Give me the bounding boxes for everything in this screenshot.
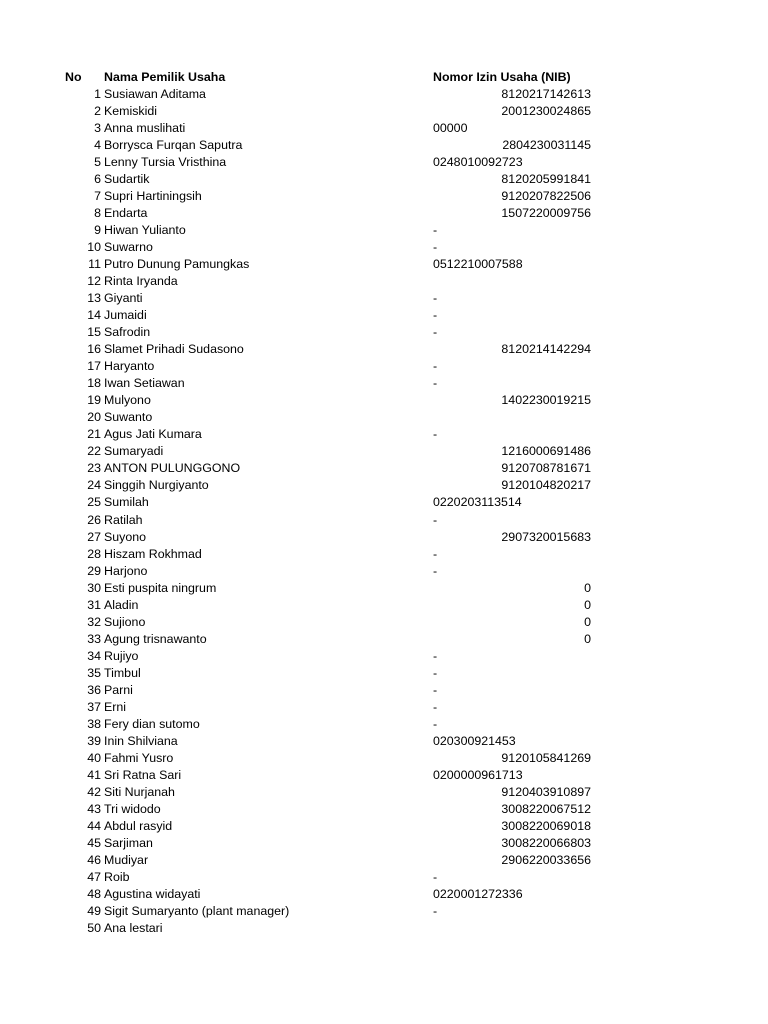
nib-number: 1507220009756 bbox=[501, 206, 591, 221]
nib-number: - bbox=[433, 325, 438, 340]
owner-name: Agung trisnawanto bbox=[104, 631, 207, 646]
table-row bbox=[0, 529, 768, 546]
header-row bbox=[0, 69, 768, 86]
row-number: 2 bbox=[94, 104, 101, 119]
row-number: 32 bbox=[87, 614, 101, 629]
owner-name: Ratilah bbox=[104, 512, 143, 527]
table-row bbox=[0, 494, 768, 511]
nib-number: 9120105841269 bbox=[501, 750, 591, 765]
table-row bbox=[0, 784, 768, 801]
row-number: 49 bbox=[87, 903, 101, 918]
row-number: 36 bbox=[87, 682, 101, 697]
owner-name: Fahmi Yusro bbox=[104, 750, 174, 765]
owner-name: Susiawan Aditama bbox=[104, 87, 206, 101]
row-number: 50 bbox=[87, 920, 101, 935]
row-number: 20 bbox=[87, 410, 101, 425]
owner-name: Supri Hartiningsih bbox=[104, 189, 202, 204]
owner-name: Rujiyo bbox=[104, 648, 139, 663]
column-header-name: Nama Pemilik Usaha bbox=[104, 70, 226, 84]
row-number: 28 bbox=[87, 546, 101, 561]
owner-name: Mulyono bbox=[104, 393, 151, 408]
nib-number: - bbox=[433, 240, 438, 255]
nib-number: 0 bbox=[584, 614, 591, 629]
owner-name: Kemiskidi bbox=[104, 104, 158, 119]
row-number: 29 bbox=[87, 563, 101, 578]
row-number: 7 bbox=[94, 189, 101, 204]
nib-number: 0220001272336 bbox=[433, 886, 523, 901]
nib-number: 0 bbox=[584, 597, 591, 612]
row-number: 10 bbox=[87, 240, 101, 255]
nib-number: - bbox=[433, 308, 438, 323]
row-number: 44 bbox=[87, 818, 101, 833]
table-row bbox=[0, 648, 768, 665]
table-row bbox=[0, 256, 768, 273]
table-row bbox=[0, 375, 768, 392]
table-row bbox=[0, 290, 768, 307]
table-row bbox=[0, 460, 768, 477]
table-row bbox=[0, 137, 768, 154]
owner-name: Abdul rasyid bbox=[104, 818, 173, 833]
table-row bbox=[0, 920, 768, 937]
row-number: 27 bbox=[87, 529, 101, 544]
owner-name: Rinta Iryanda bbox=[104, 274, 178, 289]
row-number: 39 bbox=[87, 733, 101, 748]
table-row bbox=[0, 409, 768, 426]
table-row bbox=[0, 665, 768, 682]
owner-name: Mudiyar bbox=[104, 852, 149, 867]
row-number: 11 bbox=[88, 257, 101, 272]
row-number: 35 bbox=[87, 665, 101, 680]
row-number: 5 bbox=[94, 155, 101, 170]
owner-name: Hiszam Rokhmad bbox=[104, 546, 202, 561]
owner-name: Sri Ratna Sari bbox=[104, 767, 182, 782]
row-number: 4 bbox=[94, 138, 101, 153]
nib-number: 9120207822506 bbox=[501, 189, 591, 204]
row-number: 43 bbox=[87, 801, 101, 816]
table-row bbox=[0, 716, 768, 733]
row-number: 47 bbox=[87, 869, 101, 884]
table-row bbox=[0, 801, 768, 818]
table-row bbox=[0, 563, 768, 580]
nib-number: - bbox=[433, 665, 438, 680]
nib-number: - bbox=[433, 427, 438, 442]
owner-name: Roib bbox=[104, 869, 130, 884]
owner-name: Slamet Prihadi Sudasono bbox=[104, 342, 244, 357]
nib-number: 2804230031145 bbox=[502, 138, 591, 153]
row-number: 34 bbox=[87, 648, 101, 663]
row-number: 41 bbox=[87, 767, 101, 782]
owner-name: Tri widodo bbox=[104, 801, 161, 816]
table-row bbox=[0, 222, 768, 239]
owner-name: Hiwan Yulianto bbox=[104, 223, 186, 238]
owner-name: Sumaryadi bbox=[104, 444, 164, 459]
row-number: 16 bbox=[87, 342, 101, 357]
row-number: 12 bbox=[87, 274, 101, 289]
owner-name: Sudartik bbox=[104, 172, 150, 187]
row-number: 31 bbox=[87, 597, 101, 612]
nib-number: - bbox=[433, 376, 438, 391]
nib-number: - bbox=[433, 869, 438, 884]
table-row bbox=[0, 546, 768, 563]
table-row bbox=[0, 767, 768, 784]
table-row bbox=[0, 103, 768, 120]
row-number: 21 bbox=[87, 427, 101, 442]
owner-name: Suwarno bbox=[104, 240, 153, 255]
nib-number: 9120104820217 bbox=[501, 478, 591, 493]
table-row bbox=[0, 358, 768, 375]
owner-name: Sigit Sumaryanto (plant manager) bbox=[104, 903, 290, 918]
row-number: 22 bbox=[87, 444, 101, 459]
table-row bbox=[0, 682, 768, 699]
nib-number: 3008220069018 bbox=[501, 818, 591, 833]
nib-number: - bbox=[433, 359, 438, 374]
owner-name: Sarjiman bbox=[104, 835, 153, 850]
owner-name: Lenny Tursia Vristhina bbox=[104, 155, 227, 170]
owner-name: Agustina widayati bbox=[104, 886, 201, 901]
row-number: 13 bbox=[87, 291, 101, 306]
owner-name: Aladin bbox=[104, 597, 139, 612]
table-row bbox=[0, 750, 768, 767]
nib-number: 0 bbox=[584, 580, 591, 595]
nib-number: 2906220033656 bbox=[501, 852, 591, 867]
table-row bbox=[0, 733, 768, 750]
nib-number: 8120214142294 bbox=[501, 342, 591, 357]
owner-name: Singgih Nurgiyanto bbox=[104, 478, 209, 493]
row-number: 42 bbox=[87, 784, 101, 799]
row-number: 30 bbox=[87, 580, 101, 595]
row-number: 26 bbox=[87, 512, 101, 527]
table-row bbox=[0, 171, 768, 188]
owner-name: Haryanto bbox=[104, 359, 155, 374]
row-number: 8 bbox=[94, 206, 101, 221]
owner-name: Giyanti bbox=[104, 291, 143, 306]
owner-name: Iwan Setiawan bbox=[104, 376, 185, 391]
nib-number: - bbox=[433, 682, 438, 697]
row-number: 23 bbox=[87, 461, 101, 476]
owner-name: Harjono bbox=[104, 563, 148, 578]
row-number: 33 bbox=[87, 631, 101, 646]
nib-number: 8120205991841 bbox=[501, 172, 591, 187]
row-number: 45 bbox=[87, 835, 101, 850]
row-number: 3 bbox=[94, 121, 101, 136]
owner-name: Borrysca Furqan Saputra bbox=[104, 138, 243, 153]
table-row bbox=[0, 120, 768, 137]
table-row bbox=[0, 903, 768, 920]
nib-number: - bbox=[433, 291, 438, 306]
nib-number: 1402230019215 bbox=[501, 393, 591, 408]
table-row bbox=[0, 273, 768, 290]
column-header-no: No bbox=[65, 70, 82, 84]
row-number: 24 bbox=[87, 478, 101, 493]
table-row bbox=[0, 886, 768, 903]
nib-number: - bbox=[433, 223, 438, 238]
nib-number: 00000 bbox=[433, 121, 468, 136]
table-row bbox=[0, 392, 768, 409]
row-number: 14 bbox=[87, 308, 101, 323]
owner-name: Jumaidi bbox=[104, 308, 147, 323]
table-row bbox=[0, 324, 768, 341]
table-row bbox=[0, 239, 768, 256]
column-header-nib: Nomor Izin Usaha (NIB) bbox=[433, 70, 571, 84]
nib-number: 0220203113514 bbox=[433, 495, 522, 510]
row-number: 37 bbox=[87, 699, 101, 714]
table-row bbox=[0, 631, 768, 648]
nib-number: 2001230024865 bbox=[501, 104, 591, 119]
nib-number: 3008220067512 bbox=[501, 801, 591, 816]
nib-number: 0 bbox=[584, 631, 591, 646]
row-number: 38 bbox=[87, 716, 101, 731]
table-row bbox=[0, 426, 768, 443]
table-row bbox=[0, 443, 768, 460]
nib-number: - bbox=[433, 648, 438, 663]
nib-number: 0248010092723 bbox=[433, 155, 523, 170]
nib-number: - bbox=[433, 699, 438, 714]
owner-name: Timbul bbox=[104, 665, 141, 680]
nib-number: 9120403910897 bbox=[501, 784, 591, 799]
nib-number: 0512210007588 bbox=[433, 257, 523, 272]
row-number: 18 bbox=[87, 376, 101, 391]
table-row bbox=[0, 614, 768, 631]
nib-number: 9120708781671 bbox=[501, 461, 591, 476]
nib-number: - bbox=[433, 563, 438, 578]
owner-name: Suyono bbox=[104, 529, 147, 544]
table-row bbox=[0, 477, 768, 494]
row-number: 15 bbox=[87, 325, 101, 340]
table-row bbox=[0, 188, 768, 205]
row-number: 19 bbox=[87, 393, 101, 408]
owner-name: Inin Shilviana bbox=[104, 733, 178, 748]
row-number: 25 bbox=[87, 495, 101, 510]
nib-number: - bbox=[433, 546, 438, 561]
nib-number: 020300921453 bbox=[433, 733, 516, 748]
nib-number: - bbox=[433, 903, 438, 918]
owner-name: Suwanto bbox=[104, 410, 153, 425]
owner-name: Anna muslihati bbox=[104, 121, 186, 136]
owner-name: Endarta bbox=[104, 206, 148, 221]
owner-name: Erni bbox=[104, 699, 127, 714]
owner-name: Siti Nurjanah bbox=[104, 784, 175, 799]
owner-name: Putro Dunung Pamungkas bbox=[104, 257, 250, 272]
table-row bbox=[0, 307, 768, 324]
owner-name: Parni bbox=[104, 682, 133, 697]
table-row bbox=[0, 341, 768, 358]
nib-number: 3008220066803 bbox=[501, 835, 591, 850]
row-number: 9 bbox=[94, 223, 101, 238]
table-row bbox=[0, 699, 768, 716]
owner-name: Safrodin bbox=[104, 325, 151, 340]
owner-name: Esti puspita ningrum bbox=[104, 580, 217, 595]
row-number: 17 bbox=[87, 359, 101, 374]
nib-number: 1216000691486 bbox=[501, 444, 591, 459]
table-row bbox=[0, 205, 768, 222]
nib-number: - bbox=[433, 716, 438, 731]
row-number: 48 bbox=[87, 886, 101, 901]
row-number: 46 bbox=[87, 852, 101, 867]
table-row bbox=[0, 852, 768, 869]
nib-number: 0200000961713 bbox=[433, 767, 523, 782]
owner-name: Ana lestari bbox=[104, 920, 163, 935]
nib-number: 8120217142613 bbox=[501, 87, 591, 101]
owner-name: Agus Jati Kumara bbox=[104, 427, 202, 442]
table-row bbox=[0, 818, 768, 835]
nib-number: - bbox=[433, 512, 438, 527]
table-row bbox=[0, 154, 768, 171]
owner-name: Sujiono bbox=[104, 614, 146, 629]
nib-number: 2907320015683 bbox=[501, 529, 591, 544]
row-number: 40 bbox=[87, 750, 101, 765]
row-number: 1 bbox=[94, 87, 101, 101]
table-row bbox=[0, 512, 768, 529]
table-row bbox=[0, 580, 768, 597]
table-row bbox=[0, 597, 768, 614]
owner-name: ANTON PULUNGGONO bbox=[104, 461, 241, 476]
table-row bbox=[0, 835, 768, 852]
row-number: 6 bbox=[94, 172, 101, 187]
table-row bbox=[0, 86, 768, 103]
owner-name: Sumilah bbox=[104, 495, 149, 510]
owner-name: Fery dian sutomo bbox=[104, 716, 200, 731]
table-row bbox=[0, 869, 768, 886]
